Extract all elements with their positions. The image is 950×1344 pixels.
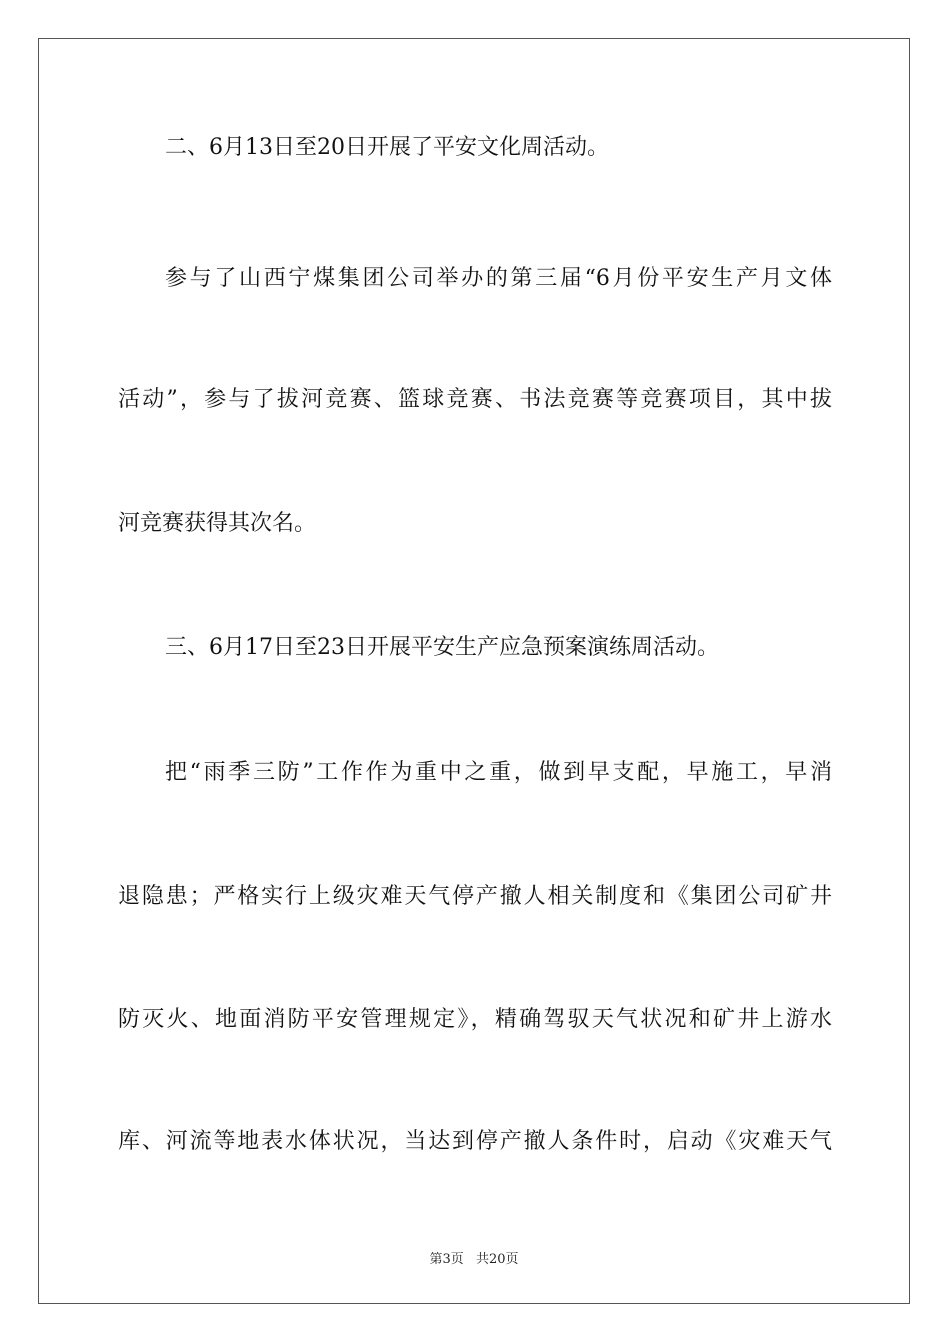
text-line-7: 退隐患；严格实行上级灾难天气停产撤人相关制度和《集团公司矿井 [118,884,832,909]
document-page [38,38,910,1304]
text-line-6: 把“雨季三防”工作作为重中之重，做到早支配，早施工，早消 [165,760,832,785]
page-total: 共20页 [475,1252,519,1267]
text-line-4: 河竞赛获得其次名。 [118,511,317,536]
text-line-2: 参与了山西宁煤集团公司举办的第三届“6月份平安生产月文体 [165,266,832,291]
text-line-5: 三、6月17日至23日开展平安生产应急预案演练周活动。 [165,635,719,660]
text-line-8: 防灭火、地面消防平安管理规定》，精确驾驭天气状况和矿井上游水 [118,1007,832,1032]
text-line-3: 活动”，参与了拔河竞赛、篮球竞赛、书法竞赛等竞赛项目，其中拔 [118,387,832,412]
text-line-9: 库、河流等地表水体状况，当达到停产撤人条件时，启动《灾难天气 [118,1129,832,1154]
page-number: 第3页 [429,1252,464,1267]
page-footer [39,1248,909,1267]
text-line-1: 二、6月13日至20日开展了平安文化周活动。 [165,135,609,160]
